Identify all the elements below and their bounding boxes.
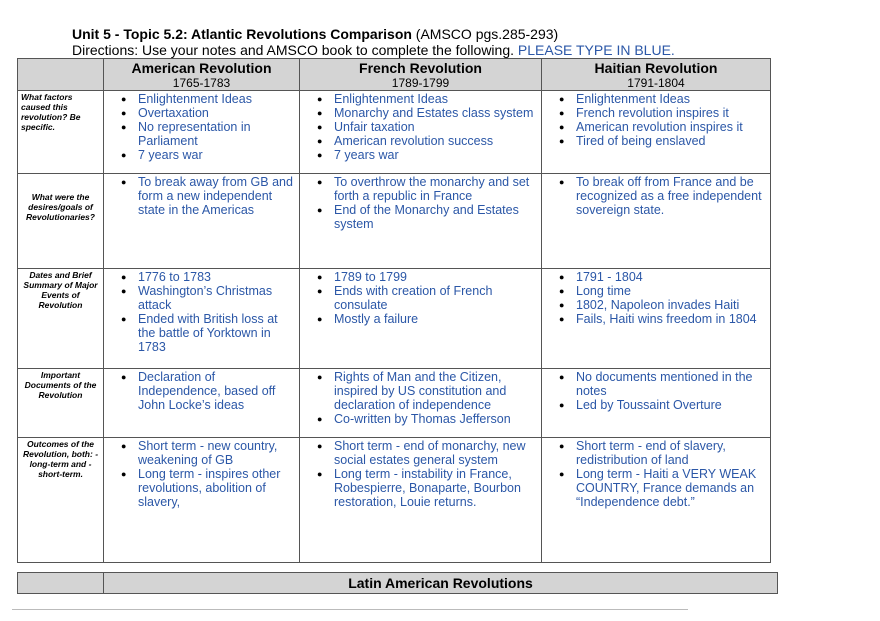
- cell-haitian[interactable]: [542, 91, 771, 174]
- corner-cell: [18, 59, 104, 91]
- list-item: ● Co-written by Thomas Jefferson: [334, 412, 537, 426]
- list-item: ● End of the Monarchy and Estates system: [334, 203, 537, 231]
- cell-american[interactable]: [104, 91, 300, 174]
- directions-text: Directions: Use your notes and AMSCO book to complete the following.: [72, 42, 518, 58]
- cell-french[interactable]: [300, 174, 542, 269]
- list-item: ● Long term - instability in France, Robespierre, Bonaparte, Bourbon restoration, Louie returns.: [334, 467, 537, 509]
- list-item: ● 1791 - 1804: [576, 270, 766, 284]
- list-item: ● 7 years war: [334, 148, 537, 162]
- column-dates: 1765-1783: [172, 76, 231, 90]
- document-header: [72, 26, 862, 58]
- list-item: ● Mostly a failure: [334, 312, 537, 326]
- cell-american[interactable]: [104, 174, 300, 269]
- row-documents: [18, 369, 771, 438]
- row-label: Dates and Brief Summary of Major Events of Revolution: [18, 269, 104, 369]
- list-item: ● American revolution inspires it: [576, 120, 766, 134]
- list-item: ● Washington’s Christmas attack: [138, 284, 295, 312]
- list-item: ● To overthrow the monarchy and set forth a republic in France: [334, 175, 537, 203]
- row-factors: [18, 91, 771, 174]
- column-dates: 1789-1799: [391, 76, 450, 90]
- list-item: ● Tired of being enslaved: [576, 134, 766, 148]
- page-title: [72, 26, 862, 42]
- cell-american[interactable]: [104, 269, 300, 369]
- list-item: ● 1776 to 1783: [138, 270, 295, 284]
- list-item: ● Enlightenment Ideas: [576, 92, 766, 106]
- list-item: ● 1802, Napoleon invades Haiti: [576, 298, 766, 312]
- list-item: ● Monarchy and Estates class system: [334, 106, 537, 120]
- column-header-haitian: [542, 59, 771, 91]
- list-item: ● Long term - Haiti a VERY WEAK COUNTRY, France demands an “Independence debt.”: [576, 467, 766, 509]
- directions: [72, 42, 862, 58]
- list-item: ● Short term - end of slavery, redistribution of land: [576, 439, 766, 467]
- cell-haitian[interactable]: [542, 438, 771, 563]
- list-item: ● Short term - new country, weakening of GB: [138, 439, 295, 467]
- list-item: ● 7 years war: [138, 148, 295, 162]
- cell-french[interactable]: [300, 269, 542, 369]
- list-item: ● Short term - end of monarchy, new social estates general system: [334, 439, 537, 467]
- list-item: ● To break off from France and be recognized as a free independent sovereign state.: [576, 175, 766, 217]
- list-item: ● Declaration of Independence, based off John Locke’s ideas: [138, 370, 295, 412]
- cell-american[interactable]: [104, 438, 300, 563]
- header-row: [18, 59, 771, 91]
- list-item: ● French revolution inspires it: [576, 106, 766, 120]
- list-item: ● Rights of Man and the Citizen, inspired by US constitution and declaration of independence: [334, 370, 537, 412]
- column-name: Haitian Revolution: [594, 60, 718, 76]
- row-outcomes: [18, 438, 771, 563]
- list-item: ● American revolution success: [334, 134, 537, 148]
- row-label: What were the desires/goals of Revolutionaries?: [18, 174, 104, 269]
- cell-french[interactable]: [300, 369, 542, 438]
- cell-french[interactable]: [300, 438, 542, 563]
- column-header-american: [104, 59, 300, 91]
- list-item: ● Long time: [576, 284, 766, 298]
- list-item: ● Led by Toussaint Overture: [576, 398, 766, 412]
- page-divider: [12, 609, 688, 610]
- title-pages: (AMSCO pgs.285-293): [411, 26, 559, 42]
- cell-haitian[interactable]: [542, 269, 771, 369]
- latin-corner-cell: [18, 573, 104, 594]
- list-item: ● Long term - inspires other revolutions, abolition of slavery,: [138, 467, 295, 509]
- list-item: ● 1789 to 1799: [334, 270, 537, 284]
- directions-blue-note: PLEASE TYPE IN BLUE.: [517, 42, 675, 58]
- list-item: ● To break away from GB and form a new independent state in the Americas: [138, 175, 295, 217]
- row-label: Outcomes of the Revolution, both: -long-term and -short-term.: [18, 438, 104, 563]
- row-dates-events: [18, 269, 771, 369]
- row-label: Important Documents of the Revolution: [18, 369, 104, 438]
- cell-french[interactable]: [300, 91, 542, 174]
- list-item: ● Enlightenment Ideas: [334, 92, 537, 106]
- latin-american-header: Latin American Revolutions: [104, 573, 778, 594]
- row-goals: [18, 174, 771, 269]
- column-header-french: [300, 59, 542, 91]
- column-name: French Revolution: [359, 60, 482, 76]
- list-item: ● Unfair taxation: [334, 120, 537, 134]
- list-item: ● Fails, Haiti wins freedom in 1804: [576, 312, 766, 326]
- cell-haitian[interactable]: [542, 369, 771, 438]
- comparison-table: [17, 58, 771, 563]
- list-item: ● No documents mentioned in the notes: [576, 370, 766, 398]
- list-item: ● Ends with creation of French consulate: [334, 284, 537, 312]
- title-bold: Unit 5 - Topic 5.2: Atlantic Revolutions Comparison: [72, 26, 412, 42]
- latin-american-table: [17, 572, 778, 594]
- list-item: ● Enlightenment Ideas: [138, 92, 295, 106]
- row-label: What factors caused this revolution? Be specific.: [18, 91, 104, 174]
- list-item: ● No representation in Parliament: [138, 120, 295, 148]
- list-item: ● Overtaxation: [138, 106, 295, 120]
- column-dates: 1791-1804: [627, 76, 685, 90]
- cell-american[interactable]: [104, 369, 300, 438]
- column-name: American Revolution: [131, 60, 272, 76]
- cell-haitian[interactable]: [542, 174, 771, 269]
- list-item: ● Ended with British loss at the battle of Yorktown in 1783: [138, 312, 295, 354]
